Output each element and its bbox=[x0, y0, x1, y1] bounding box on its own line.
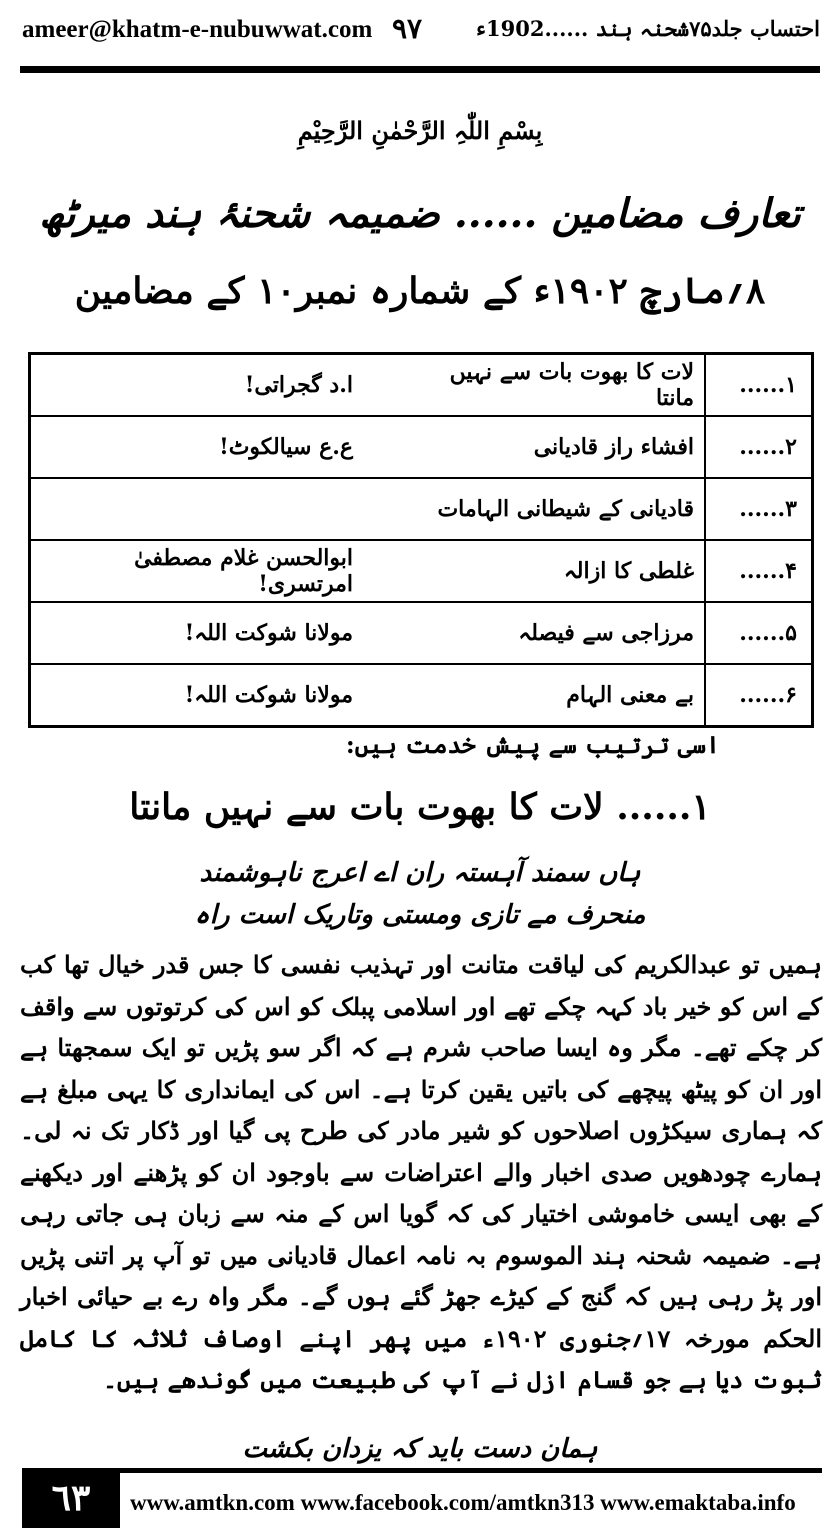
closing-verse: ہمان دست باید کہ یزدان بکشت bbox=[242, 1434, 598, 1464]
row-number: ۵...... bbox=[705, 602, 813, 664]
header-email: ameer@khatm-e-nubuwwat.com bbox=[22, 16, 373, 43]
page-header bbox=[0, 0, 840, 70]
table-row bbox=[30, 540, 813, 602]
row-title: افشاء راز قادیانی bbox=[413, 416, 705, 478]
row-title: لات کا بھوت بات سے نہیں مانتا bbox=[413, 354, 705, 417]
table-row bbox=[30, 354, 813, 417]
footer-rule bbox=[120, 1468, 822, 1473]
row-title: بے معنی الہام bbox=[413, 664, 705, 727]
header-book-title: احتساب جلد۷۵شحنہ ہند ......1902ء bbox=[476, 16, 820, 41]
bismillah: بِسْمِ اللّٰہِ الرَّحْمٰنِ الرَّحِیْمِ bbox=[297, 116, 543, 145]
body-paragraph: ہمیں تو عبدالکریم کی لیاقت متانت اور تہذیب نفسی کا جس قدر خیال تھا کب کے اس کو خیر باد کہہ چکے تھے اور اسلامی پبلک کو اس کی کرتوتوں سے واقف کر چکے تھے۔ مگر وہ ایسا صاحب شرم ہے کہ اگر سو پڑیں تو ایک سمجھتا ہے اور ان کو پیٹھ پیچھے کی باتیں یقین کرتا ہے۔ اس کی ایمانداری کا یہی مبلغ ہے کہ ہماری سیکڑوں اصلاحوں کو شیر مادر کی طرح پی گیا اور ڈکار تک نہ لی۔ ہمارے چودھویں صدی اخبار والے اعتراضات سے باوجود ان کو پڑھنے اور دیکھنے کے بھی ایسی خاموشی اختیار کی کہ گویا اس کے منہ سے زبان ہی جاتی رہی ہے۔ ضمیمہ شحنہ ہند الموسوم بہ نامہ اعمال قادیانی میں تو آپ پر اتنی پڑیں اور پڑ رہی ہیں کہ گنج کے کیڑے جھڑ گئے ہوں گے۔ مگر واہ رے بے حیائی اخبار الحکم مورخہ ۱۷؍جنوری ۱۹۰۲ء میں پھر اپنے اوصاف ثلاثہ کا کامل ثبوت دیا ہے جو قسام ازل نے آپ کی طبیعت میں گوندھے ہیں۔ bbox=[20, 950, 822, 1394]
header-rule bbox=[20, 66, 820, 73]
contents-table bbox=[28, 352, 814, 728]
row-author: ا.د گجراتی! bbox=[30, 354, 414, 417]
verse-line-2: منحرف مے تازی ومستی وتاریک است راہ bbox=[194, 900, 646, 930]
row-number: ۴...... bbox=[705, 540, 813, 602]
row-number: ۱...... bbox=[705, 354, 813, 417]
row-author: ع.ع سیالکوٹ! bbox=[30, 416, 414, 478]
intro-line: اسی ترتیب سے پیش خدمت ہیں: bbox=[345, 730, 720, 759]
table-row bbox=[30, 416, 813, 478]
header-page-number: ٩٧ bbox=[392, 12, 423, 45]
row-number: ۲...... bbox=[705, 416, 813, 478]
table-row bbox=[30, 664, 813, 727]
row-title: غلطی کا ازالہ bbox=[413, 540, 705, 602]
row-number: ۶...... bbox=[705, 664, 813, 727]
row-author: مولانا شوکت اللہ! bbox=[30, 664, 414, 727]
table-row bbox=[30, 478, 813, 540]
row-author: ابوالحسن غلام مصطفیٰ امرتسری! bbox=[30, 540, 414, 602]
page-subheading: ۸؍مارچ ۱۹۰۲ء کے شمارہ نمبر۱۰ کے مضامین bbox=[74, 270, 766, 312]
row-title: مرزاجی سے فیصلہ bbox=[413, 602, 705, 664]
row-author bbox=[30, 478, 414, 540]
footer-links: www.amtkn.com www.facebook.com/amtkn313 www.emaktaba.info bbox=[130, 1490, 796, 1515]
row-author: مولانا شوکت اللہ! bbox=[30, 602, 414, 664]
verse-line-1: ہاں سمند آہستہ ران اے اعرج ناہوشمند bbox=[199, 858, 641, 888]
row-number: ۳...... bbox=[705, 478, 813, 540]
row-title: قادیانی کے شیطانی الہامات bbox=[413, 478, 705, 540]
section-title: ۱...... لات کا بھوت بات سے نہیں مانتا bbox=[129, 786, 711, 828]
page-number-box: ٦٣ bbox=[22, 1468, 120, 1528]
table-row bbox=[30, 602, 813, 664]
page-heading: تعارف مضامین ...... ضمیمہ شحنۂ ہند میرٹھ bbox=[39, 190, 801, 237]
